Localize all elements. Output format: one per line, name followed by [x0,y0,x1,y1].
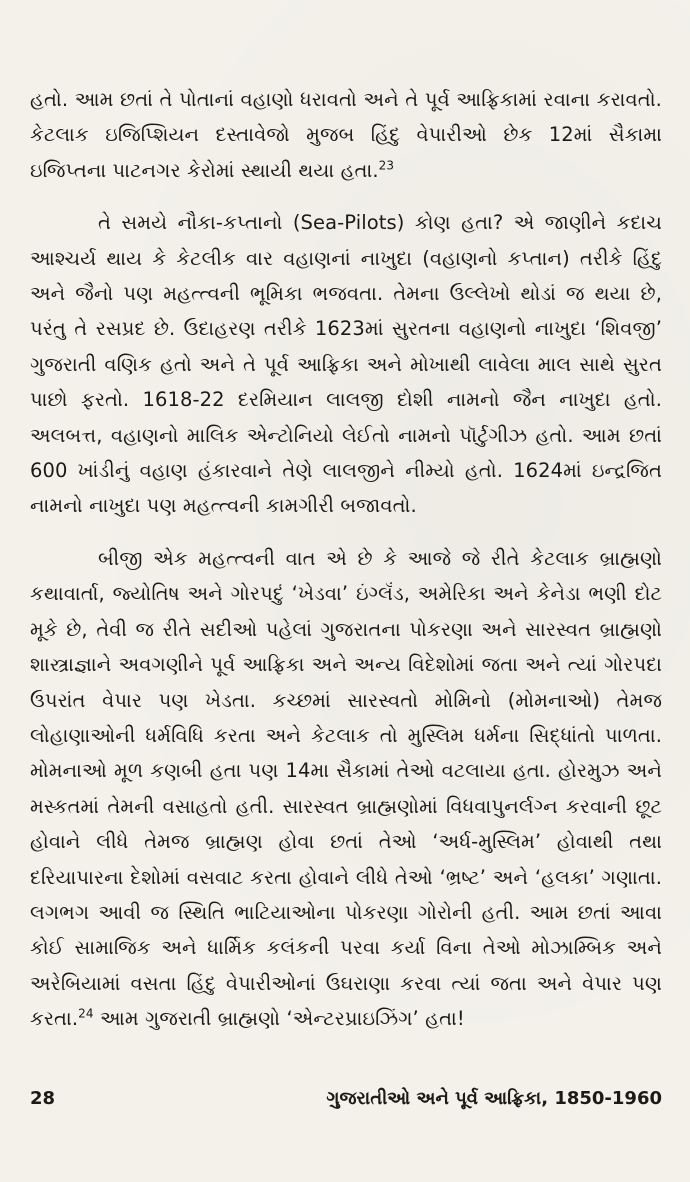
paragraph-2 [30,205,662,524]
footnote-ref-23[interactable]: 23 [378,158,395,173]
page-footer [30,1088,662,1118]
paragraph-3 [30,541,662,1037]
paragraph-2-text: તે સમયે નૌકા-કપ્તાનો (Sea-Pilots) કોણ હતા? એ જાણીને કદાચ આશ્ચર્ય થાય કે કેટલીક વાર વહાણનાં નાખુદા (વહાણનો કપ્તાન) તરીકે હિંદુ અને જૈનો પણ મહત્ત્વની ભૂમિકા ભજવતા. તેમના ઉલ્લેખો થોડાં જ થયા છે, પરંતુ તે રસપ્રદ છે. ઉદાહરણ તરીકે 1623માં સુરતના વહાણનો નાખુદા ‘શિવજી’ ગુજરાતી વણિક હતો અને તે પૂર્વ આફ્રિકા અને મોખાથી લાવેલા માલ સાથે સુરત પાછો ફરતો. 1618-22 દરમિયાન લાલજી દોશી નામનો જૈન નાખુદા હતો. અલબત્ત, વહાણનો માલિક એન્ટોનિયો લેઈતો નામનો પૉર્ટુગીઝ હતો. આમ છતાં 600 ખાંડીનું વહાણ હંકારવાને તેણે લાલજીને નીમ્યો હતો. 1624માં ઇન્દ્રજિત નામનો નાખુદા પણ મહત્ત્વની કામગીરી બજાવતો. [30,211,662,518]
paragraph-1 [30,82,662,188]
paragraph-3-text-after: આમ ગુજરાતી બ્રાહ્મણો ‘એન્ટરપ્રાઇઝિંગ’ હતા! [93,1007,465,1031]
running-title: ગુજરાતીઓ અને પૂર્વ આફ્રિકા, 1850-1960 [326,1088,662,1109]
body-text [30,82,662,1037]
paragraph-1-text: હતો. આમ છતાં તે પોતાનાં વહાણો ધરાવતો અને તે પૂર્વ આફ્રિકામાં રવાના કરાવતો. કેટલાક ઇજિપ્શિયન દસ્તાવેજો મુજબ હિંદુ વેપારીઓ છેક 12માં સૈકામા ઇજિપ્તના પાટનગર કેરોમાં સ્થાયી થયા હતા. [30,88,662,182]
page-number: 28 [30,1088,56,1109]
footnote-ref-24[interactable]: 24 [78,1006,94,1021]
paragraph-3-text: બીજી એક મહત્ત્વની વાત એ છે કે આજે જે રીતે કેટલાક બ્રાહ્મણો કથાવાર્તા, જ્યોતિષ અને ગોરપદું ‘ખેડવા’ ઇંગ્લૅંડ, અમેરિકા અને કેનેડા ભણી દોટ મૂકે છે, તેવી જ રીતે સદીઓ પહેલાં ગુજરાતના પોકરણા અને સારસ્વત બ્રાહ્મણો શાસ્ત્રાજ્ઞાને અવગણીને પૂર્વ આફ્રિકા અને અન્ય વિદેશોમાં જતા અને ત્યાં ગોરપદા ઉપરાંત વેપાર પણ ખેડતા. કચ્છમાં સારસ્વતો મોમિનો (મોમનાઓ) તેમજ લોહાણાઓની ધર્મવિધિ કરતા અને કેટલાક તો મુસ્લિમ ધર્મના સિદ્ધાંતો પાળતા. મોમનાઓ મૂળ કણબી હતા પણ 14મા સૈકામાં તેઓ વટલાયા હતા. હોરમુઝ અને મસ્કતમાં તેમની વસાહતો હતી. સારસ્વત બ્રાહ્મણોમાં વિધવાપુનર્લગ્ન કરવાની છૂટ હોવાને લીધે તેમજ બ્રાહ્મણ હોવા છતાં તેઓ ‘અર્ધ-મુસ્લિમ’ હોવાથી તથા દરિયાપારના દેશોમાં વસવાટ કરતા હોવાને લીધે તેઓ ‘ભ્રષ્ટ’ અને ‘હલકા’ ગણાતા. લગભગ આવી જ સ્થિતિ ભાટિયાઓના પોકરણા ગોરોની હતી. આમ છતાં આવા કોઈ સામાજિક અને ધાર્મિક કલંકની પરવા કર્યા વિના તેઓ મોઝામ્બિક અને અરેબિયામાં વસતા હિંદુ વેપારીઓનાં ઉઘરાણા કરવા ત્યાં જતા અને વેપાર પણ કરતા. [30,546,662,1031]
